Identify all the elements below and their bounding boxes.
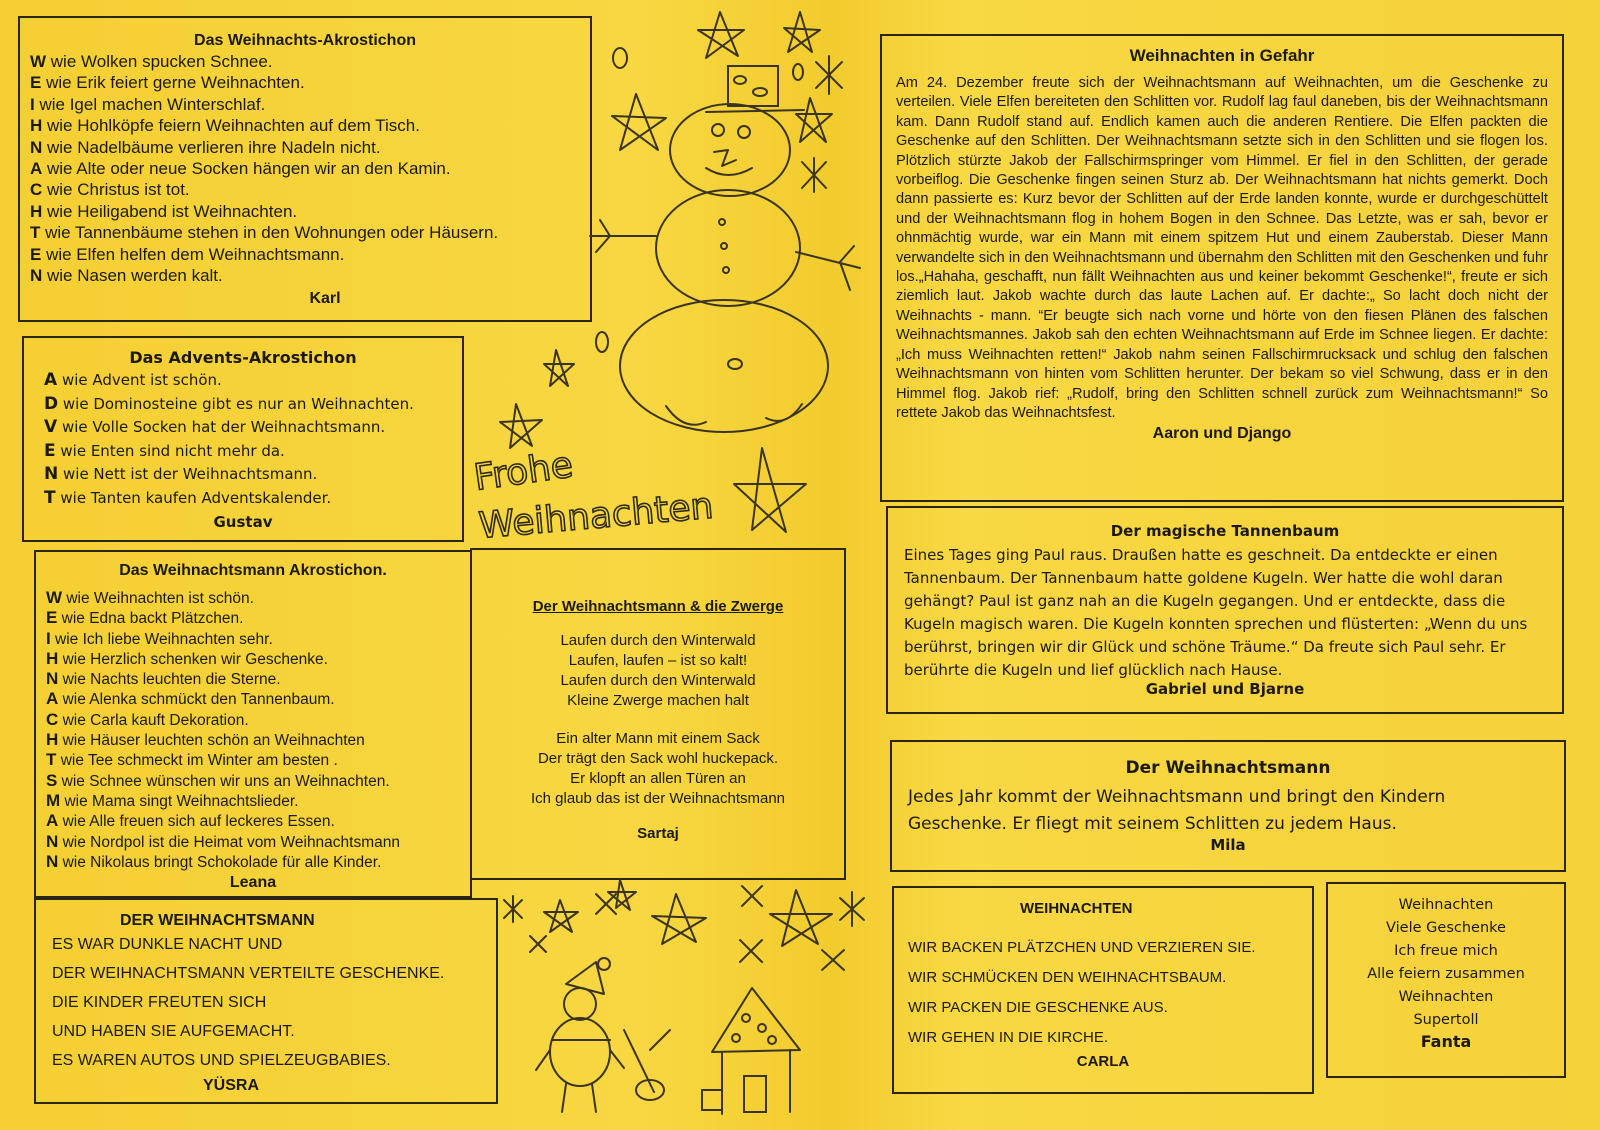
text-line: DIE KINDER FREUTEN SICH [52,994,267,1011]
acrostic-line [46,649,470,669]
zwerge-stanza-1 [472,631,844,711]
acrostic-letter: A [46,689,59,709]
acrostic-line [46,669,470,689]
acrostic-text: wie Ich liebe Weihnachten sehr. [50,630,273,648]
acrostic-text: wie Heiligabend ist Weihnachten. [42,201,298,221]
star-icon [544,880,832,946]
acrostic-text: wie Erik feiert gerne Weihnachten. [41,73,305,93]
author-karl: Karl [309,290,341,308]
acrostic-text: wie Tanten kaufen Adventskalender. [55,488,332,507]
acrostic-letter: N [30,137,43,157]
acrostic-letter: I [30,94,35,114]
acrostic-line [46,588,470,608]
weihnachten-text: Weihnachten [477,485,715,547]
acrostic-letter: T [46,750,57,770]
text-line: Laufen durch den Winterwald [560,672,756,689]
carla-box [892,886,1314,1094]
text-line: Weihnachten [1398,897,1494,913]
acrostic-letter: A [46,811,59,831]
carla-lines [908,933,1298,1053]
acrostic-letter: A [44,370,58,390]
text-line: Ich glaub das ist der Weihnachtsmann [530,790,786,807]
text-line: DER WEIHNACHTSMANN VERTEILTE GESCHENKE. [52,965,445,982]
acrostic-text: wie Weihnachten ist schön. [62,590,254,607]
acrostic-letter: C [46,709,59,729]
der-weihnachtsmann-caps-lines [52,930,496,1075]
frohe-text: Frohe [471,444,576,499]
text-line: Weihnachten [1398,989,1494,1005]
acrostic-line [46,689,470,709]
acrostic-text: wie Nasen werden kalt. [42,266,223,286]
acrostic-text: wie Alte oder neue Socken hängen wir an den Kamin. [42,159,451,179]
advents-akrostichon-lines [44,369,462,511]
acrostic-text: wie Volle Socken hat der Weihnachtsmann. [57,418,386,437]
mila-box [890,740,1566,872]
acrostic-letter: E [30,244,42,264]
text-line: Jedes Jahr kommt der Weihnachtsmann und bringt den Kindern [908,787,1446,807]
acrostic-letter: D [44,393,59,414]
acrostic-letter: M [46,790,61,810]
acrostic-letter: W [46,588,63,607]
acrostic-line [46,710,470,730]
acrostic-text: wie Advent ist schön. [57,371,222,389]
acrostic-letter: E [30,73,42,93]
acrostic-text: wie Nadelbäume verlieren ihre Nadeln nicht. [42,137,381,157]
santa-and-house-drawing [500,880,870,1120]
text-line: ES WAREN AUTOS UND SPIELZEUGBABIES. [52,1052,391,1069]
acrostic-text: wie Nikolaus bringt Schokolade für alle Kinder. [58,853,382,871]
snowman-head-icon [670,104,790,196]
acrostic-text: wie Igel machen Winterschlaf. [34,94,266,114]
text-line: Alle feiern zusammen [1367,966,1525,982]
acrostic-line [46,852,470,872]
text-line: ES WAR DUNKLE NACHT UND [52,936,283,953]
text-line: WIR GEHEN IN DIE KIRCHE. [908,1029,1109,1046]
text-line: Supertoll [1413,1012,1479,1028]
acrostic-text: wie Tee schmeckt im Winter am besten . [56,752,338,770]
acrostic-letter: N [46,831,59,851]
author-gustav: Gustav [213,512,273,531]
magischer-tannenbaum-title: Der magische Tannenbaum [1110,522,1340,540]
acrostic-text: wie Herzlich schenken wir Geschenke. [58,650,328,668]
acrostic-letter: C [30,180,43,200]
der-weihnachtsmann-caps-title: DER WEIHNACHTSMANN [120,912,315,929]
acrostic-text: wie Elfen helfen dem Weihnachtsmann. [41,244,345,264]
der-weihnachtsmann-caps-box [34,898,498,1104]
acrostic-text: wie Christus ist tot. [42,180,190,200]
zwerge-poem-title: Der Weihnachtsmann & die Zwerge [532,598,784,615]
weihnachten-in-gefahr-text: Am 24. Dezember freute sich der Weihnachtsmann auf Weihnachten, um die Geschenke zu verteilen. Viele Elfen bereiteten den Schlitten vor. Rudolf lag faul daneben, bis der Weihnachtsmann kam. Dann Rudolf stand auf. Endlich kamen auch die anderen Rentiere. Die Elfen packten die Geschenke auf den Schlitten. Der Weihnachtsmann setzte sich in den Schlitten und sie flogen los. Plötzlich stürzte Jakob der Fallschirmspringer vom Himmel. Er fiel in den Schlitten, der gerade vorbeiflog. Die Geschenke fingen seinen Sturz ab. Der Weihnachtsmann hat nichts gemerkt. Doch dann passierte es: Kurz bevor der Schlitten auf der Erde landen konnte, wurde er durchgeschüttelt und der Weihnachtsmann flog in hohem Bogen in den Schnee. Das Letzte, was er sah, bevor er ohnmächtig wurde, war ein Mann mit einem spitzem Hut und einem Zauberstab. Dieser Mann verwandelte sich in den Weihnachtsmann und übernahm den Schlitten mit den Geschenken und fuhr los.„Hahaha, geschafft, nun fällt Weihnachten aus und keiner bekommt Geschenke!“, freute er sich ziemlich laut. Jakob wachte durch das laute Lachen auf. Er dachte:„ So lacht doch nicht der Weihnachts - mann. “Er beugte sich nach vorne und hörte von den fiesen Plänen des falschen Weihnachtsmannes. Jakob sah den echten Weihnachtsmann auf Erde im Schnee liegen. Er dachte:„Ich muss Weihnachten retten!“ Jakob nahm seinen Fallschirmrucksack und schlug den falschen Weihnachtsmann von hinten vom Schlitten herunter. Der bekam so viel Schwung, dass er in den Himmel flog. Jakob rief: „Rudolf, bring den Schlitten schnell zurück zum Weihnachtsmann!“ So rettete Jakob das Weihnachtsfest. [896,75,1548,421]
text-line: UND HABEN SIE AUFGEMACHT. [52,1023,295,1040]
author-sartaj: Sartaj [637,825,679,842]
acrostic-text: wie Dominosteine gibt es nur an Weihnachten. [58,394,414,413]
text-line: WIR PACKEN DIE GESCHENKE AUS. [908,999,1168,1016]
acrostic-line [46,608,470,628]
mila-lines [908,784,1548,838]
weihnachts-akrostichon-title: Das Weihnachts-Akrostichon [194,32,416,49]
acrostic-line [44,440,462,464]
acrostic-letter: W [30,52,47,71]
acrostic-letter: S [46,770,58,790]
weihnachten-in-gefahr-title: Weihnachten in Gefahr [1129,46,1315,65]
acrostic-letter: V [44,417,58,438]
reindeer-icon [624,1030,670,1100]
magischer-tannenbaum-text: Eines Tages ging Paul raus. Draußen hatte es geschneit. Da entdeckte er einen Tannenbaum. Der Tannenbaum hatte goldene Kugeln. Wer hatte die wohl daran gehängt? Paul ist ganz nah an die Kugeln gegangen. Und er entdeckte, dass die Kugeln magisch waren. Die Kugeln konnten sprechen und flüsterten: „Wenn du uns berührst, bringen wir dir Glück und schöne Träume.“ Da freute sich Paul sehr. Er berührte die Kugeln und lief glücklich nach Hause. [904,546,1528,679]
text-line: Er klopft an allen Türen an [570,770,746,787]
acrostic-letter: I [46,628,51,648]
acrostic-letter: H [46,648,59,668]
acrostic-letter: H [46,730,59,750]
acrostic-letter: N [46,851,59,871]
acrostic-letter: N [30,266,43,286]
advents-akrostichon-box [22,336,464,542]
text-line: Kleine Zwerge machen halt [567,692,749,709]
acrostic-letter: E [44,440,56,461]
acrostic-text: wie Nett ist der Weihnachtsmann. [58,465,318,484]
mila-title: Der Weihnachtsmann [1125,758,1331,778]
text-line: Ich freue mich [1394,943,1498,959]
magischer-tannenbaum-box [886,506,1564,714]
zwerge-stanza-2 [472,729,844,809]
snowman-drawing [470,0,870,545]
text-line: WIR BACKEN PLÄTZCHEN UND VERZIEREN SIE. [908,939,1256,956]
snowman-body-icon [590,190,860,306]
snowman-base-icon [620,300,828,432]
santa-figure-icon [536,958,624,1112]
carla-title: WEIHNACHTEN [1020,900,1133,917]
acrostic-line [44,369,462,393]
acrostic-line [46,832,470,852]
weihnachten-in-gefahr-box [880,34,1564,502]
house-icon [702,988,800,1114]
acrostic-line [46,730,470,750]
author-carla: CARLA [1076,1053,1130,1070]
advents-akrostichon-title: Das Advents-Akrostichon [129,348,357,367]
acrostic-text: wie Mama singt Weihnachtslieder. [60,792,299,810]
acrostic-text: wie Schnee wünschen wir uns an Weihnachten. [57,772,390,790]
author-gabriel-bjarne: Gabriel und Bjarne [1145,680,1305,698]
acrostic-letter: A [30,159,43,179]
author-fanta: Fanta [1420,1032,1472,1051]
acrostic-letter: T [44,487,56,508]
acrostic-text: wie Nachts leuchten die Sterne. [58,671,281,689]
text-line: Ein alter Mann mit einem Sack [556,730,760,747]
text-line: Der trägt den Sack wohl huckepack. [537,750,779,767]
acrostic-letter: E [46,608,58,628]
acrostic-line [44,487,462,511]
acrostic-text: wie Tannenbäume stehen in den Wohnungen oder Häusern. [40,223,499,243]
text-line: Laufen durch den Winterwald [560,632,756,649]
acrostic-line [44,416,462,440]
zwerge-poem-box [470,548,846,880]
acrostic-line [46,791,470,811]
acrostic-line [46,750,470,770]
acrostic-text: wie Wolken spucken Schnee. [46,52,273,71]
acrostic-text: wie Hohlköpfe feiern Weihnachten auf dem Tisch. [42,116,420,136]
acrostic-line [44,463,462,487]
text-line: Laufen, laufen – ist so kalt! [568,652,748,669]
weihnachtsmann-akrostichon-lines [46,588,470,872]
acrostic-text: wie Nordpol ist die Heimat vom Weihnachtsmann [58,833,401,851]
author-leana: Leana [229,874,277,892]
acrostic-text: wie Alenka schmückt den Tannenbaum. [58,691,335,709]
text-line: WIR SCHMÜCKEN DEN WEIHNACHTSBAUM. [908,969,1227,986]
author-aaron-django: Aaron und Django [1152,425,1292,443]
acrostic-letter: H [30,201,43,221]
acrostic-line [46,629,470,649]
acrostic-text: wie Carla kauft Dekoration. [58,711,249,729]
acrostic-text: wie Alle freuen sich auf leckeres Essen. [58,813,335,831]
acrostic-line [46,771,470,791]
author-yuesra: YÜSRA [202,1077,259,1094]
acrostic-line [46,811,470,831]
text-line: Viele Geschenke [1386,920,1506,936]
author-mila: Mila [1210,836,1246,854]
text-line: Geschenke. Er fliegt mit seinem Schlitten zu jedem Haus. [908,814,1397,834]
weihnachtsmann-akrostichon-title: Das Weihnachtsmann Akrostichon. [119,562,387,579]
acrostic-letter: H [30,116,43,136]
acrostic-letter: N [46,669,59,689]
acrostic-line [44,393,462,417]
fanta-lines [1328,894,1564,1032]
acrostic-text: wie Häuser leuchten schön an Weihnachten [58,732,365,750]
acrostic-text: wie Enten sind nicht mehr da. [55,441,285,460]
weihnachtsmann-akrostichon-box [34,550,472,898]
acrostic-letter: N [44,464,59,485]
fanta-box [1326,882,1566,1078]
acrostic-letter: T [30,223,41,243]
acrostic-text: wie Edna backt Plätzchen. [57,610,244,628]
